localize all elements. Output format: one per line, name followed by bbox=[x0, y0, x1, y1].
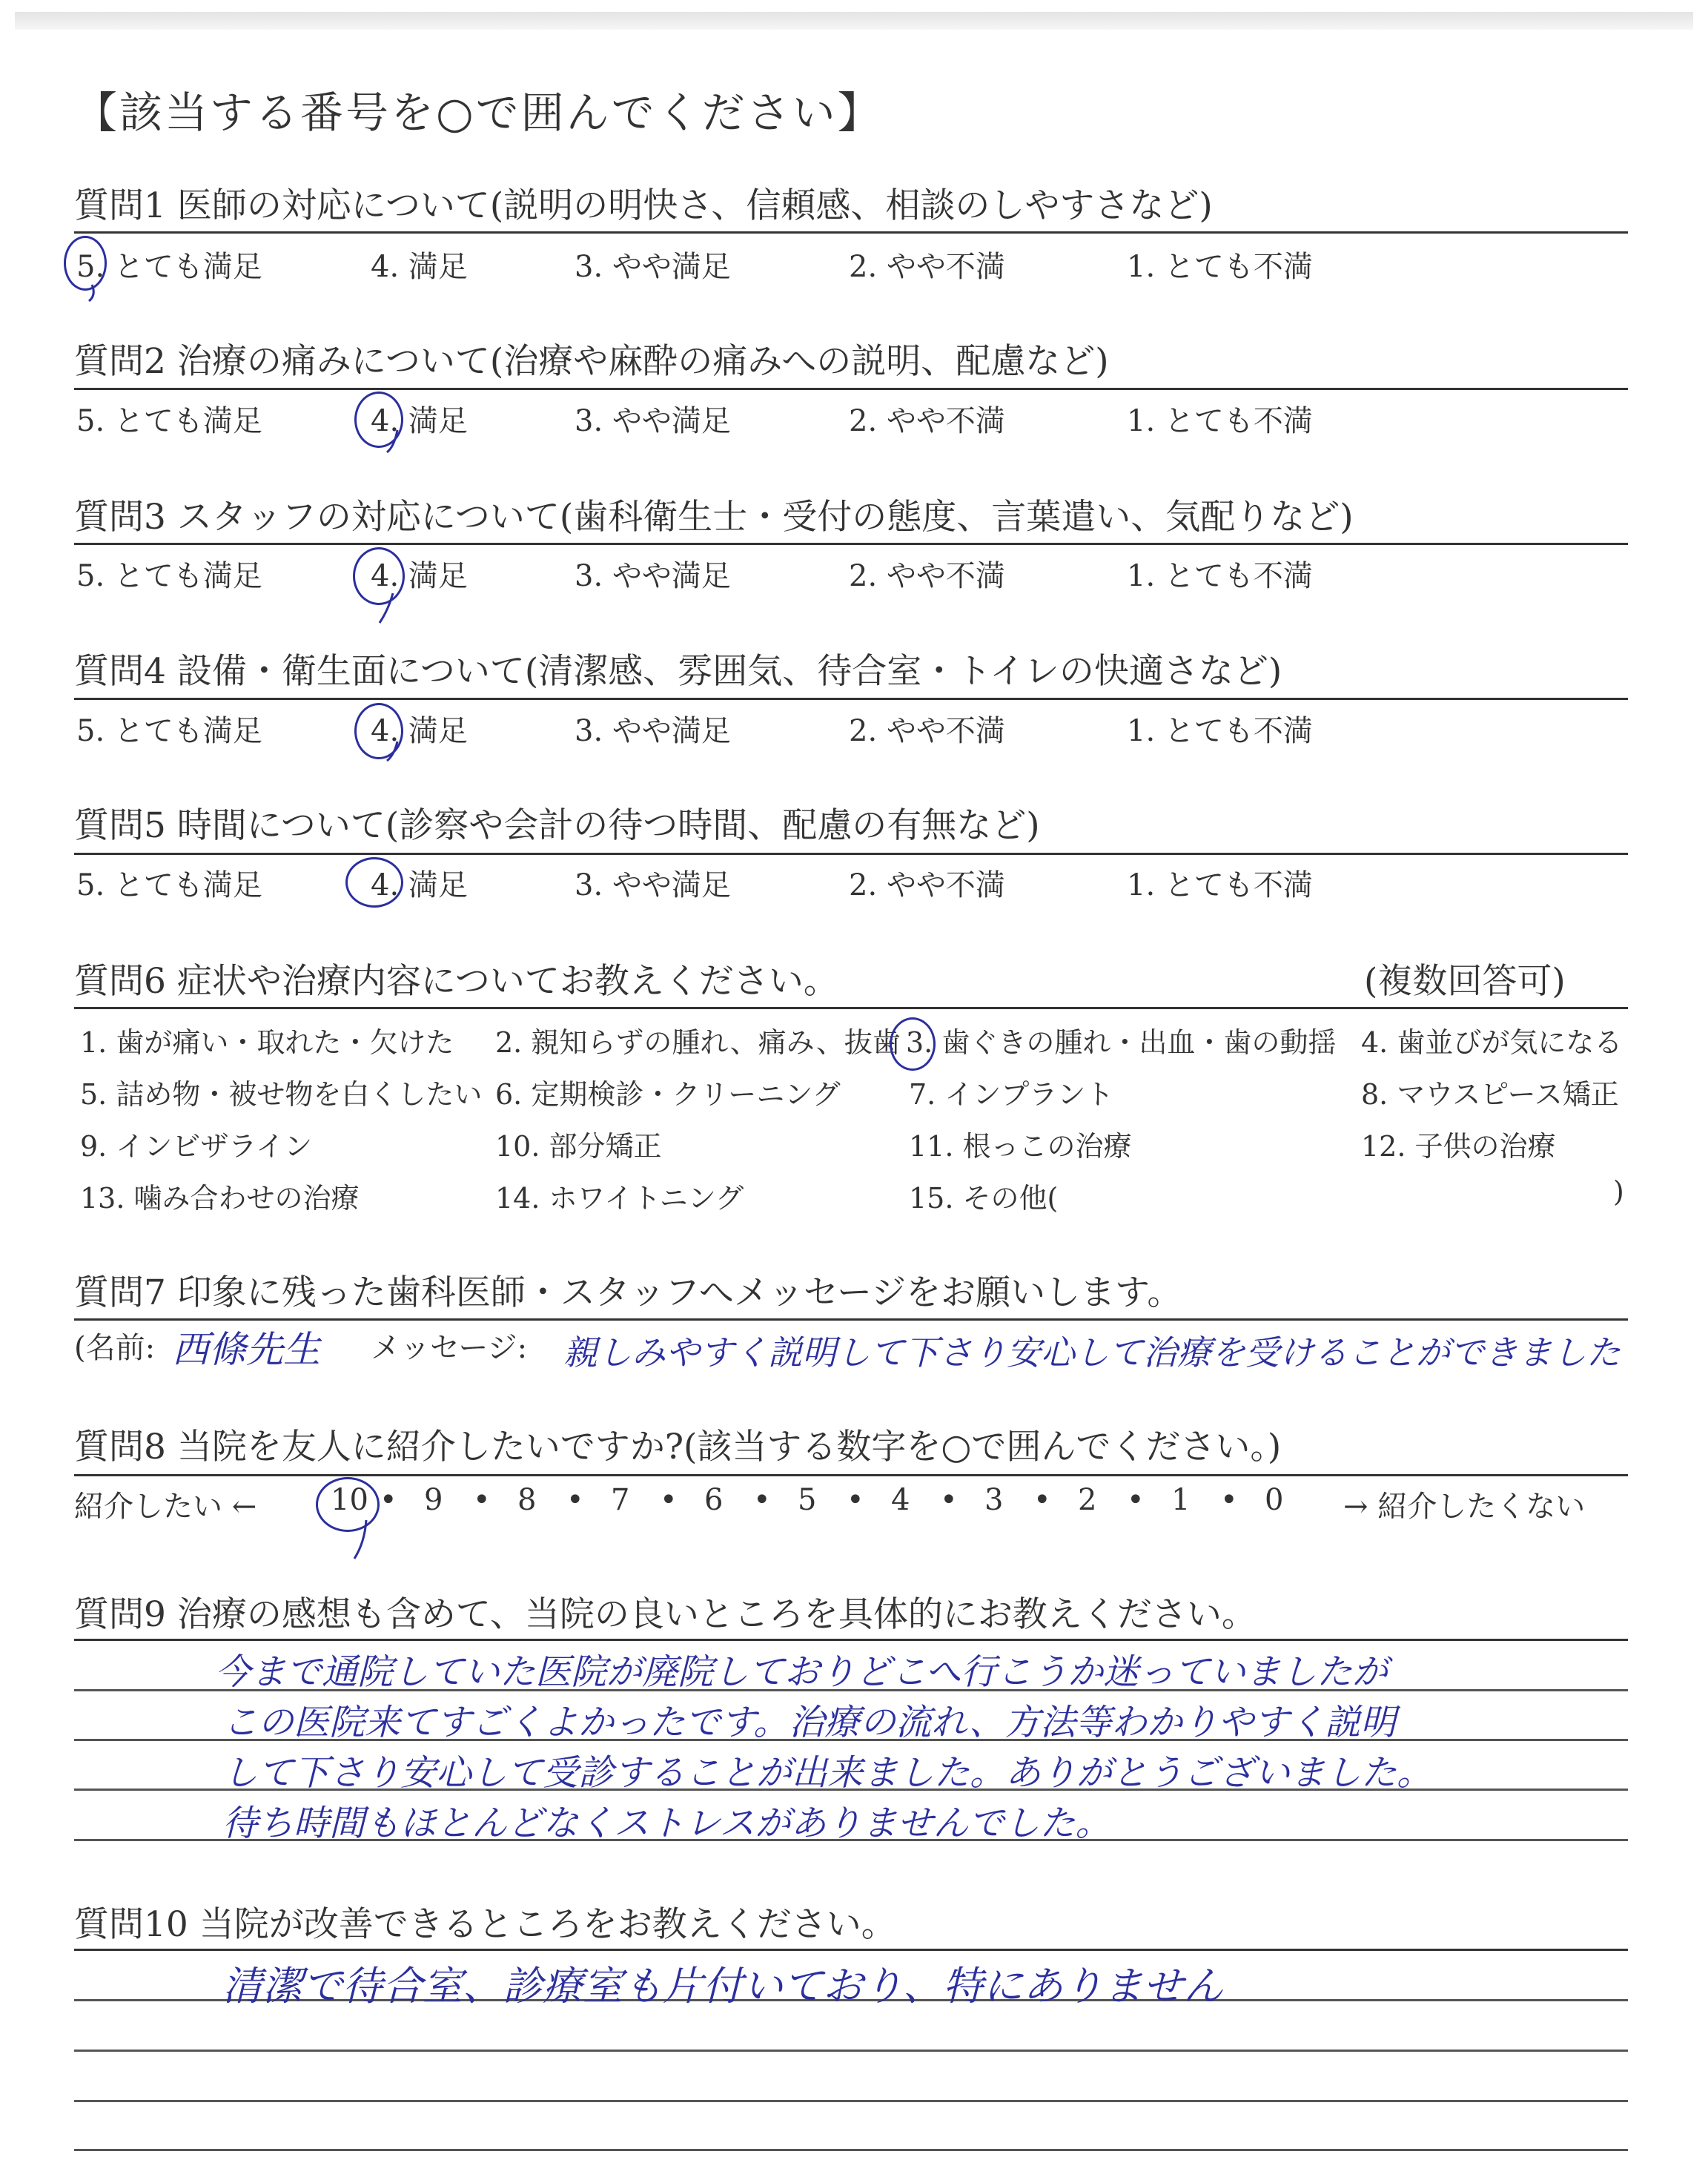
q3-option-4[interactable]: 4. 満足 bbox=[371, 559, 468, 593]
q8-scale-separator: • bbox=[1033, 1483, 1051, 1517]
q6-item-4[interactable]: 4. 歯並びが気になる bbox=[1361, 1026, 1623, 1059]
q6-item-6[interactable]: 6. 定期検診・クリーニング bbox=[495, 1078, 841, 1111]
q5-option-4[interactable]: 4. 満足 bbox=[371, 868, 468, 902]
q1-option-1[interactable]: 1. とても不満 bbox=[1127, 250, 1313, 284]
q8-scale-5[interactable]: 5 bbox=[798, 1483, 817, 1517]
q8-scale-separator: • bbox=[1127, 1483, 1145, 1517]
q3-option-5[interactable]: 5. とても満足 bbox=[76, 559, 262, 593]
q6-item-2[interactable]: 2. 親知らずの腫れ、痛み、抜歯 bbox=[495, 1026, 901, 1059]
q6-item-5[interactable]: 5. 詰め物・被せ物を白くしたい bbox=[80, 1078, 483, 1111]
q1-option-2[interactable]: 2. やや不満 bbox=[849, 250, 1005, 284]
q10-answer-line-1[interactable]: 清潔で待合室、診療室も片付いており、特にありません bbox=[222, 1963, 1223, 2009]
question-6-note: (複数回答可) bbox=[1364, 961, 1566, 1002]
q8-scale-8[interactable]: 8 bbox=[517, 1483, 537, 1517]
question-8-title: 質問8 当院を友人に紹介したいですか?(該当する数字を○で囲んでください。) bbox=[74, 1427, 1282, 1467]
q2-option-5[interactable]: 5. とても満足 bbox=[76, 404, 262, 438]
q6-item-15-close: ) bbox=[1613, 1175, 1624, 1208]
q9-answer-line-2[interactable]: この医院来てすごくよかったです。治療の流れ、方法等わかりやすく説明 bbox=[222, 1702, 1397, 1743]
q8-scale-10[interactable]: 10 bbox=[331, 1483, 368, 1517]
q9-answer-line-1[interactable]: 今まで通院していた医院が廃院しておりどこへ行こうか迷っていましたが bbox=[215, 1651, 1388, 1693]
q2-option-2[interactable]: 2. やや不満 bbox=[849, 404, 1005, 438]
q8-scale-separator: • bbox=[1220, 1483, 1238, 1517]
q4-option-1[interactable]: 1. とても不満 bbox=[1127, 714, 1313, 748]
q2-option-1[interactable]: 1. とても不満 bbox=[1127, 404, 1313, 438]
q8-scale-separator: • bbox=[660, 1483, 678, 1517]
q6-item-10[interactable]: 10. 部分矯正 bbox=[495, 1130, 662, 1163]
q4-option-2[interactable]: 2. やや不満 bbox=[849, 714, 1005, 748]
q3-option-1[interactable]: 1. とても不満 bbox=[1127, 559, 1313, 593]
question-7-title: 質問7 印象に残った歯科医師・スタッフへメッセージをお願いします。 bbox=[74, 1272, 1182, 1313]
q4-option-5[interactable]: 5. とても満足 bbox=[76, 714, 262, 748]
q8-scale-3[interactable]: 3 bbox=[984, 1483, 1004, 1517]
q4-option-4[interactable]: 4. 満足 bbox=[371, 714, 468, 748]
q2-option-3[interactable]: 3. やや満足 bbox=[575, 404, 731, 438]
q5-option-1[interactable]: 1. とても不満 bbox=[1127, 868, 1313, 902]
q2-option-4[interactable]: 4. 満足 bbox=[371, 404, 468, 438]
q3-option-2[interactable]: 2. やや不満 bbox=[849, 559, 1005, 593]
question-1-title: 質問1 医師の対応について(説明の明快さ、信頼感、相談のしやすさなど) bbox=[74, 185, 1213, 226]
q8-scale-1[interactable]: 1 bbox=[1171, 1483, 1191, 1517]
q6-item-15[interactable]: 15. その他( bbox=[909, 1182, 1059, 1215]
q8-scale-2[interactable]: 2 bbox=[1078, 1483, 1097, 1517]
q6-item-14[interactable]: 14. ホワイトニング bbox=[495, 1182, 744, 1215]
q8-scale-separator: • bbox=[940, 1483, 958, 1517]
q5-option-2[interactable]: 2. やや不満 bbox=[849, 868, 1005, 902]
q9-answer-line-4[interactable]: 待ち時間もほとんどなくストレスがありませんでした。 bbox=[222, 1803, 1111, 1844]
q4-option-3[interactable]: 3. やや満足 bbox=[575, 714, 731, 748]
q8-scale-separator: • bbox=[473, 1483, 491, 1517]
q7-name-value[interactable]: 西條先生 bbox=[172, 1328, 320, 1371]
question-6-title: 質問6 症状や治療内容についてお教えください。 bbox=[74, 961, 838, 1002]
q7-name-label: (名前: bbox=[74, 1331, 156, 1365]
q6-item-13[interactable]: 13. 噛み合わせの治療 bbox=[80, 1182, 360, 1215]
q8-scale-9[interactable]: 9 bbox=[424, 1483, 443, 1517]
q8-scale-separator: • bbox=[380, 1483, 397, 1517]
q6-item-9[interactable]: 9. インビザライン bbox=[80, 1130, 313, 1163]
q6-item-12[interactable]: 12. 子供の治療 bbox=[1361, 1130, 1556, 1163]
q8-right-label: → 紹介したくない bbox=[1343, 1490, 1586, 1524]
q6-item-1[interactable]: 1. 歯が痛い・取れた・欠けた bbox=[80, 1026, 454, 1059]
q1-option-3[interactable]: 3. やや満足 bbox=[575, 250, 731, 284]
q9-answer-line-3[interactable]: して下さり安心して受診することが出来ました。ありがとうございました。 bbox=[222, 1752, 1433, 1794]
q6-item-7[interactable]: 7. インプラント bbox=[909, 1078, 1114, 1111]
q8-scale-separator: • bbox=[753, 1483, 771, 1517]
question-2-title: 質問2 治療の痛みについて(治療や麻酔の痛みへの説明、配慮など) bbox=[74, 341, 1109, 382]
q6-item-8[interactable]: 8. マウスピース矯正 bbox=[1361, 1078, 1619, 1111]
q6-item-3[interactable]: 3. 歯ぐきの腫れ・出血・歯の動揺 bbox=[906, 1026, 1337, 1059]
q8-scale-6[interactable]: 6 bbox=[704, 1483, 724, 1517]
question-3-title: 質問3 スタッフの対応について(歯科衛生士・受付の態度、言葉遣い、気配りなど) bbox=[74, 497, 1354, 538]
q6-item-11[interactable]: 11. 根っこの治療 bbox=[909, 1130, 1132, 1163]
q7-message-label: メッセージ: bbox=[371, 1331, 528, 1365]
q8-scale-separator: • bbox=[566, 1483, 584, 1517]
q7-message-value[interactable]: 親しみやすく説明して下さり安心して治療を受けることができました bbox=[563, 1332, 1621, 1373]
q8-scale-4[interactable]: 4 bbox=[891, 1483, 910, 1517]
question-4-title: 質問4 設備・衛生面について(清潔感、雰囲気、待合室・トイレの快適さなど) bbox=[74, 651, 1282, 692]
q5-option-3[interactable]: 3. やや満足 bbox=[575, 868, 731, 902]
q1-option-5[interactable]: 5. とても満足 bbox=[76, 250, 262, 284]
question-9-title: 質問9 治療の感想も含めて、当院の良いところを具体的にお教えください。 bbox=[74, 1594, 1257, 1635]
question-5-title: 質問5 時間について(診察や会計の待つ時間、配慮の有無など) bbox=[74, 805, 1040, 846]
q5-option-5[interactable]: 5. とても満足 bbox=[76, 868, 262, 902]
q8-scale-0[interactable]: 0 bbox=[1265, 1483, 1284, 1517]
q8-left-label: 紹介したい ← bbox=[74, 1490, 257, 1524]
page-heading: 【該当する番号を○で囲んでください】 bbox=[74, 87, 883, 138]
q3-option-3[interactable]: 3. やや満足 bbox=[575, 559, 731, 593]
q8-scale-7[interactable]: 7 bbox=[611, 1483, 630, 1517]
question-10-title: 質問10 当院が改善できるところをお教えください。 bbox=[74, 1904, 896, 1945]
q8-scale-separator: • bbox=[847, 1483, 864, 1517]
q1-option-4[interactable]: 4. 満足 bbox=[371, 250, 468, 284]
